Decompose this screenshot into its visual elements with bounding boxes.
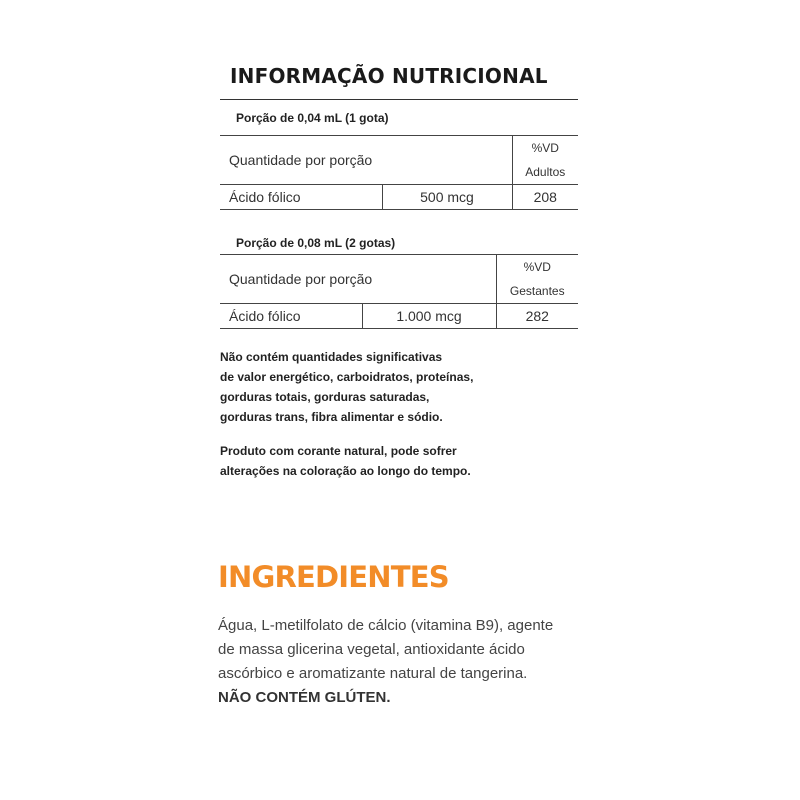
ingredients-line: de massa glicerina vegetal, antioxidante ácido (218, 641, 525, 658)
colorant-note (220, 441, 471, 481)
nutrition-table-1 (220, 135, 578, 210)
nutrient-vd: 208 (512, 185, 578, 210)
significant-note (220, 347, 473, 427)
vd-label: %VD (531, 141, 559, 155)
ingredients-title: INGREDIENTES (218, 560, 449, 594)
table-header-row (220, 136, 578, 185)
gluten-warning: NÃO CONTÉM GLÚTEN. (218, 689, 391, 706)
nutrient-name: Ácido fólico (220, 304, 362, 329)
table-header-row (220, 255, 578, 304)
vd-header (512, 136, 578, 185)
vd-header (496, 255, 578, 304)
quantity-header: Quantidade por porção (220, 255, 496, 304)
ingredients-line: ascórbico e aromatizante natural de tangerina. (218, 665, 528, 682)
vd-group-label: Gestantes (509, 284, 565, 298)
note-line: gorduras trans, fibra alimentar e sódio. (220, 410, 443, 424)
nutrition-table-2 (220, 254, 578, 329)
nutrient-name: Ácido fólico (220, 185, 382, 210)
nutrient-vd: 282 (496, 304, 578, 329)
table-row (220, 304, 578, 329)
note-line: gorduras totais, gorduras saturadas, (220, 390, 430, 404)
note-line: de valor energético, carboidratos, proteínas, (220, 370, 474, 384)
table-row (220, 185, 578, 210)
ingredients-text (218, 614, 553, 686)
nutrient-amount: 1.000 mcg (362, 304, 496, 329)
note-line: Não contém quantidades significativas (220, 350, 443, 364)
nutrition-title: INFORMAÇÃO NUTRICIONAL (230, 64, 548, 88)
note-line: Produto com corante natural, pode sofrer (220, 444, 457, 458)
note-line: alterações na coloração ao longo do tempo. (220, 464, 471, 478)
nutrient-amount: 500 mcg (382, 185, 512, 210)
title-divider (220, 99, 578, 100)
vd-label: %VD (523, 260, 551, 274)
ingredients-line: Água, L-metilfolato de cálcio (vitamina B9), agente (218, 617, 554, 634)
quantity-header: Quantidade por porção (220, 136, 512, 185)
portion-label-2: Porção de 0,08 mL (2 gotas) (236, 236, 396, 250)
portion-label-1: Porção de 0,04 mL (1 gota) (236, 111, 389, 125)
vd-group-label: Adultos (525, 165, 566, 179)
